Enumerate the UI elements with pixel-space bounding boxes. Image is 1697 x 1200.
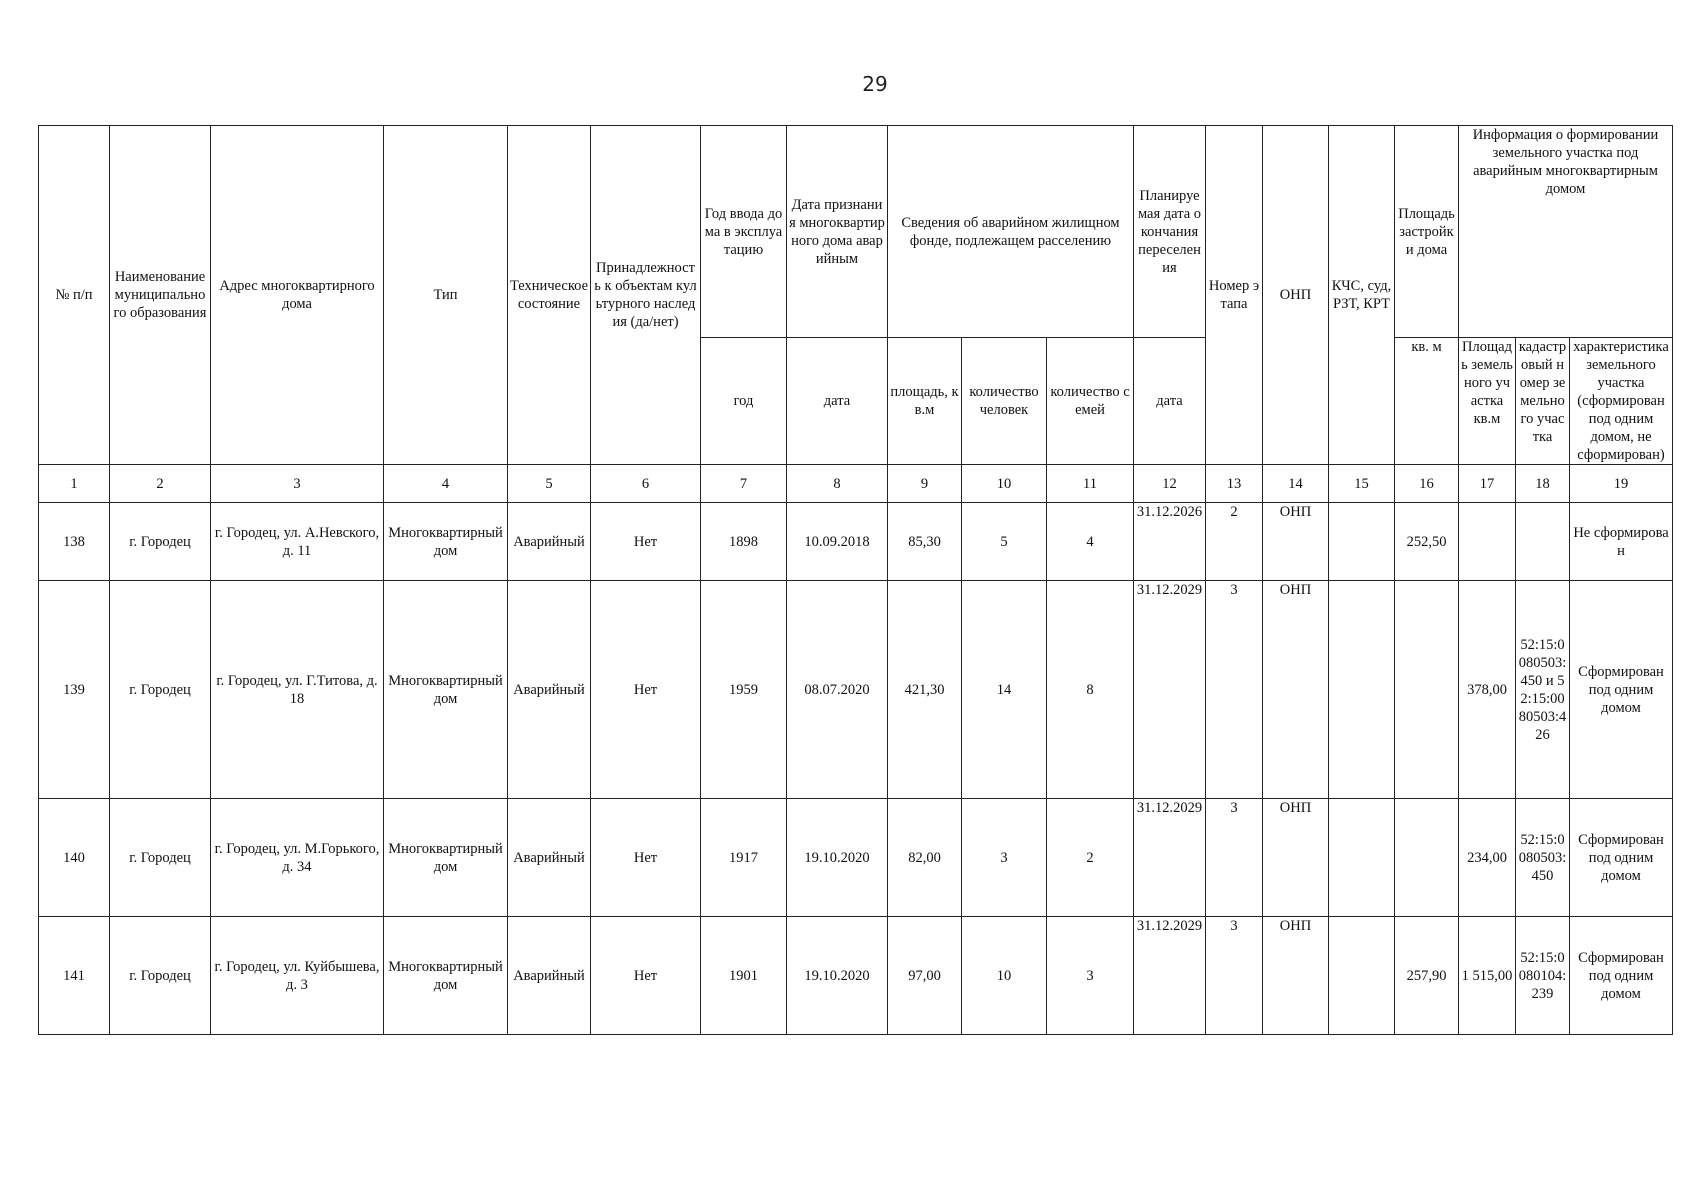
cell-stage: 2 [1206,503,1263,581]
column-number: 7 [701,465,787,503]
header-technical-state: Техническое состояние [508,126,591,465]
cell-cadastral: 52:15:0080503:450 [1516,799,1570,917]
cell-municipality: г. Городец [110,581,211,799]
column-number-row [39,465,1673,503]
cell-date: 08.07.2020 [787,581,888,799]
cell-kchs [1329,503,1395,581]
header-built-area: Площадь застройки дома [1395,126,1459,338]
cell-cadastral: 52:15:0080503:450 и 52:15:0080503:426 [1516,581,1570,799]
header-planned-date: Планируемая дата окончания переселения [1134,126,1206,338]
cell-planned-date: 31.12.2029 [1134,799,1206,917]
column-number: 18 [1516,465,1570,503]
header-type: Тип [384,126,508,465]
column-number: 13 [1206,465,1263,503]
column-number: 10 [962,465,1047,503]
cell-people: 5 [962,503,1047,581]
page-number: 29 [862,72,888,96]
cell-municipality: г. Городец [110,799,211,917]
header-land-plot-info: Информация о формировании земельного участка под аварийным многоквартирным домом [1459,126,1673,338]
column-number: 12 [1134,465,1206,503]
cell-address: г. Городец, ул. Г.Титова, д. 18 [211,581,384,799]
header-address: Адрес многоквартирного дома [211,126,384,465]
cell-area: 82,00 [888,799,962,917]
table-row [39,917,1673,1035]
cell-number: 140 [39,799,110,917]
column-number: 1 [39,465,110,503]
emergency-housing-table [38,125,1673,1035]
header-plot-status: характеристика земельного участка (сформирован под одним домом, не сформирован) [1570,338,1673,465]
cell-number: 138 [39,503,110,581]
header-area-sub: площадь, кв.м [888,338,962,465]
header-kchs: КЧС, суд, РЗТ, КРТ [1329,126,1395,465]
cell-municipality: г. Городец [110,503,211,581]
header-stage: Номер этапа [1206,126,1263,465]
cell-stage: 3 [1206,917,1263,1035]
cell-onp: ОНП [1263,581,1329,799]
cell-plot-status: Сформирован под одним домом [1570,917,1673,1035]
cell-number: 141 [39,917,110,1035]
column-number: 5 [508,465,591,503]
cell-built-area [1395,581,1459,799]
cell-address: г. Городец, ул. Куйбышева, д. 3 [211,917,384,1035]
cell-state: Аварийный [508,503,591,581]
cell-cadastral [1516,503,1570,581]
cell-heritage: Нет [591,503,701,581]
cell-date: 10.09.2018 [787,503,888,581]
cell-year: 1901 [701,917,787,1035]
cell-onp: ОНП [1263,503,1329,581]
cell-planned-date: 31.12.2029 [1134,581,1206,799]
header-families-sub: количество семей [1047,338,1134,465]
cell-families: 4 [1047,503,1134,581]
cell-number: 139 [39,581,110,799]
cell-stage: 3 [1206,581,1263,799]
cell-built-area: 252,50 [1395,503,1459,581]
cell-area: 97,00 [888,917,962,1035]
cell-municipality: г. Городец [110,917,211,1035]
cell-date: 19.10.2020 [787,917,888,1035]
cell-built-area [1395,799,1459,917]
cell-plot-area: 378,00 [1459,581,1516,799]
header-recognition-date: Дата признания многоквартирного дома аварийным [787,126,888,338]
header-heritage: Принадлежность к объектам культурного наследия (да/нет) [591,126,701,465]
table-row [39,581,1673,799]
cell-stage: 3 [1206,799,1263,917]
cell-plot-status: Не сформирован [1570,503,1673,581]
cell-families: 3 [1047,917,1134,1035]
header-year: Год ввода дома в эксплуатацию [701,126,787,338]
column-number: 2 [110,465,211,503]
column-number: 8 [787,465,888,503]
header-cadastral: кадастровый номер земельного участка [1516,338,1570,465]
cell-address: г. Городец, ул. А.Невского, д. 11 [211,503,384,581]
cell-heritage: Нет [591,799,701,917]
cell-kchs [1329,799,1395,917]
cell-plot-area [1459,503,1516,581]
cell-planned-date: 31.12.2026 [1134,503,1206,581]
cell-kchs [1329,917,1395,1035]
column-number: 9 [888,465,962,503]
column-number: 17 [1459,465,1516,503]
cell-state: Аварийный [508,917,591,1035]
cell-plot-status: Сформирован под одним домом [1570,581,1673,799]
table-row [39,503,1673,581]
cell-type: Многоквартирный дом [384,503,508,581]
cell-year: 1959 [701,581,787,799]
cell-built-area: 257,90 [1395,917,1459,1035]
header-municipality: Наименование муниципального образования [110,126,211,465]
cell-planned-date: 31.12.2029 [1134,917,1206,1035]
cell-state: Аварийный [508,799,591,917]
header-plot-area-label: Площадь земельного участка [1461,339,1513,409]
cell-kchs [1329,581,1395,799]
cell-families: 2 [1047,799,1134,917]
cell-families: 8 [1047,581,1134,799]
header-plot-area-unit: кв.м [1473,411,1501,427]
header-people-sub: количество человек [962,338,1047,465]
cell-onp: ОНП [1263,917,1329,1035]
header-emergency-fund: Сведения об аварийном жилищном фонде, подлежащем расселению [888,126,1134,338]
cell-date: 19.10.2020 [787,799,888,917]
cell-people: 14 [962,581,1047,799]
header-plot-area [1459,338,1516,465]
cell-plot-area: 234,00 [1459,799,1516,917]
header-planned-sub: дата [1134,338,1206,465]
column-number: 3 [211,465,384,503]
cell-year: 1917 [701,799,787,917]
column-number: 4 [384,465,508,503]
column-number: 19 [1570,465,1673,503]
cell-heritage: Нет [591,917,701,1035]
cell-state: Аварийный [508,581,591,799]
column-number: 15 [1329,465,1395,503]
cell-heritage: Нет [591,581,701,799]
cell-type: Многоквартирный дом [384,917,508,1035]
cell-year: 1898 [701,503,787,581]
cell-onp: ОНП [1263,799,1329,917]
column-number: 6 [591,465,701,503]
cell-area: 421,30 [888,581,962,799]
cell-type: Многоквартирный дом [384,581,508,799]
cell-cadastral: 52:15:0080104:239 [1516,917,1570,1035]
cell-plot-status: Сформирован под одним домом [1570,799,1673,917]
header-date-sub: дата [787,338,888,465]
cell-people: 3 [962,799,1047,917]
column-number: 14 [1263,465,1329,503]
cell-people: 10 [962,917,1047,1035]
cell-area: 85,30 [888,503,962,581]
cell-address: г. Городец, ул. М.Горького, д. 34 [211,799,384,917]
cell-plot-area: 1 515,00 [1459,917,1516,1035]
header-built-area-sub: кв. м [1395,338,1459,465]
column-number: 11 [1047,465,1134,503]
table-row [39,799,1673,917]
header-year-sub: год [701,338,787,465]
header-number: № п/п [39,126,110,465]
cell-type: Многоквартирный дом [384,799,508,917]
header-onp: ОНП [1263,126,1329,465]
column-number: 16 [1395,465,1459,503]
